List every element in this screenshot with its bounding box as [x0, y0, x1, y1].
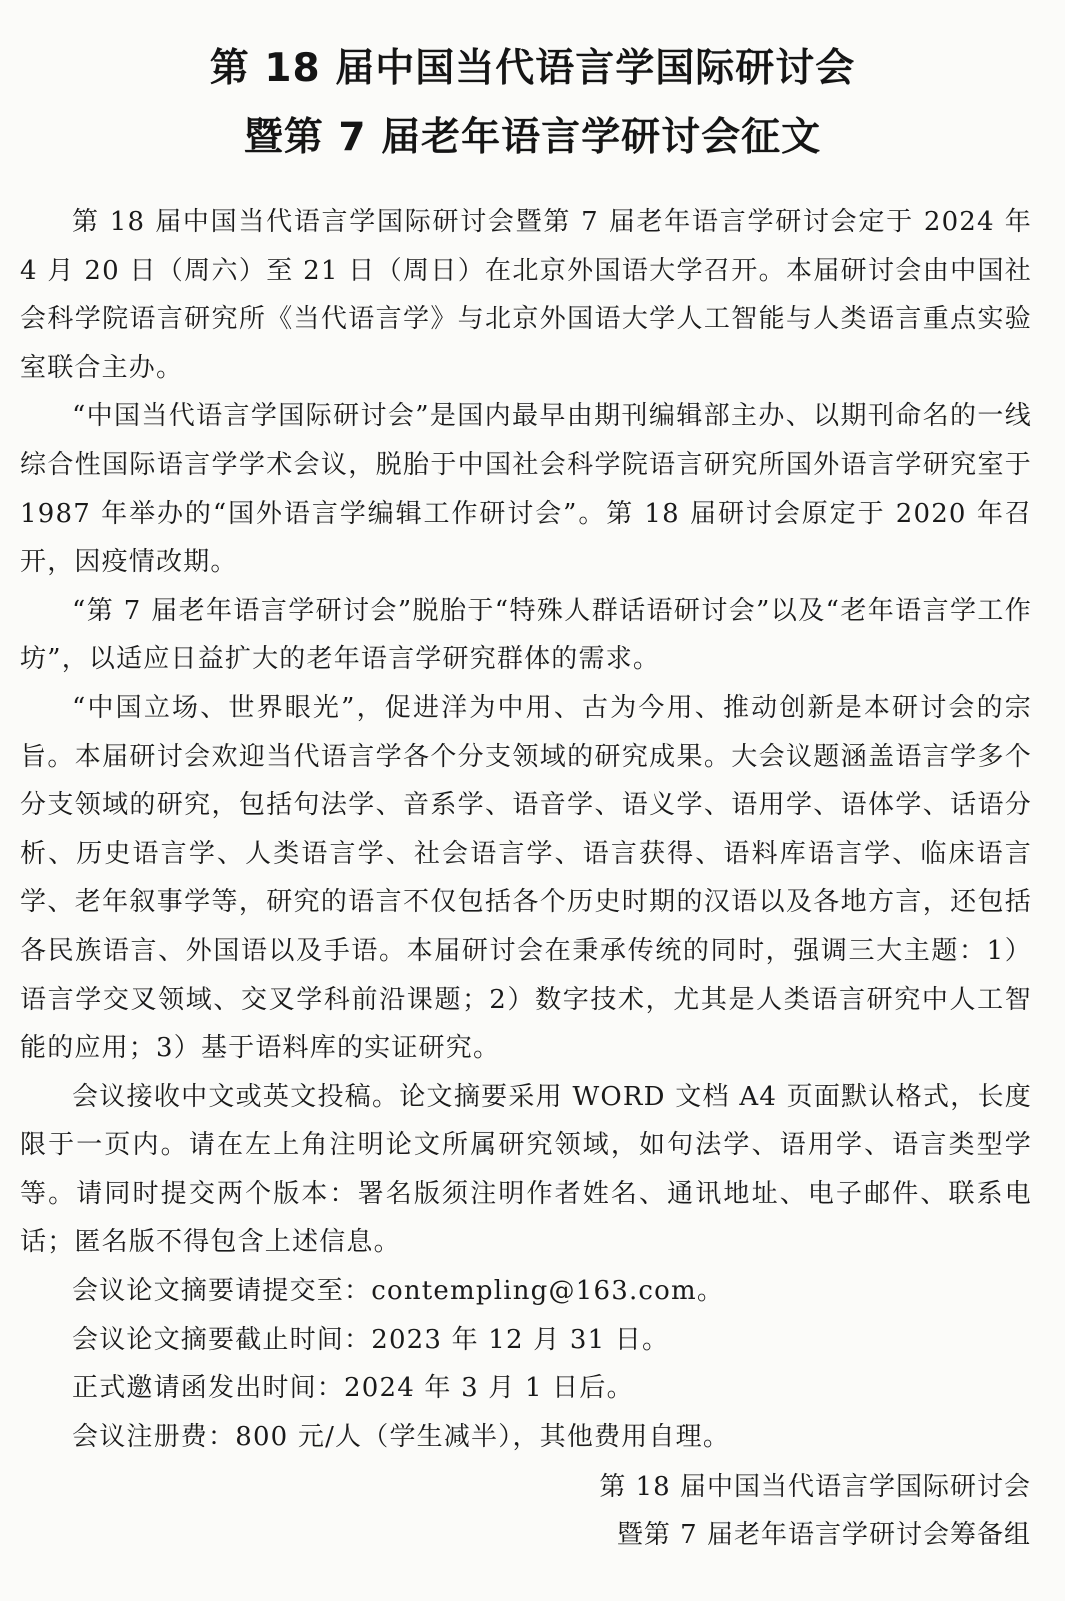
paragraph-invitation: 正式邀请函发出时间：2024 年 3 月 1 日后。	[72, 1373, 634, 1404]
title-line-2: 暨第 7 届老年语言学研讨会征文	[243, 115, 822, 160]
paragraph-email: 会议论文摘要请提交至：contempling@163.com。	[72, 1276, 725, 1307]
paragraph-history: “中国当代语言学国际研讨会”是国内最早由期刊编辑部主办、以期刊命名的一线综合性国际语言学学术会议，脱胎于中国社会科学院语言研究所国外语言学研究室于 1987 年举办的“国外语言学编辑工作研讨会”。第 18 届研讨会原定于 2020 年召开，因疫情改期。	[20, 401, 1032, 578]
paragraph-topics: “中国立场、世界眼光”，促进洋为中用、古为今用、推动创新是本研讨会的宗旨。本届研讨会欢迎当代语言学各个分支领域的研究成果。大会议题涵盖语言学多个分支领域的研究，包括句法学、音系学、语音学、语义学、语用学、语体学、话语分析、历史语言学、人类语言学、社会语言学、语言获得、语料库语言学、临床语言学、老年叙事学等，研究的语言不仅包括各个历史时期的汉语以及各地方言，还包括各民族语言、外国语以及手语。本届研讨会在秉承传统的同时，强调三大主题：1）语言学交叉领域、交叉学科前沿课题；2）数字技术，尤其是人类语言研究中人工智能的应用；3）基于语料库的实证研究。	[20, 692, 1032, 1064]
signature-line-2: 暨第 7 届老年语言学研讨会筹备组	[616, 1520, 1031, 1550]
title-line-1: 第 18 届中国当代语言学国际研讨会	[209, 46, 856, 91]
paragraph-submission: 会议接收中文或英文投稿。论文摘要采用 WORD 文档 A4 页面默认格式，长度限于一页内。请在左上角注明论文所属研究领域，如句法学、语用学、语言类型学等。请同时提交两个版本：署名版须注明作者姓名、通讯地址、电子邮件、联系电话；匿名版不得包含上述信息。	[20, 1081, 1032, 1258]
signature-line-1: 第 18 届中国当代语言学国际研讨会	[599, 1472, 1031, 1502]
paragraph-deadline: 会议论文摘要截止时间：2023 年 12 月 31 日。	[72, 1324, 670, 1355]
paragraph-fee: 会议注册费：800 元/人（学生减半），其他费用自理。	[72, 1421, 731, 1452]
paragraph-gerontolinguistics: “第 7 届老年语言学研讨会”脱胎于“特殊人群话语研讨会”以及“老年语言学工作坊”，以适应日益扩大的老年语言学研究群体的需求。	[20, 595, 1032, 675]
paragraph-intro: 第 18 届中国当代语言学国际研讨会暨第 7 届老年语言学研讨会定于 2024 年 4 月 20 日（周六）至 21 日（周日）在北京外国语大学召开。本届研讨会由中国社会科学院语言研究所《当代语言学》与北京外国语大学人工智能与人类语言重点实验室联合主办。	[20, 207, 1032, 383]
document-body	[20, 198, 1032, 1461]
